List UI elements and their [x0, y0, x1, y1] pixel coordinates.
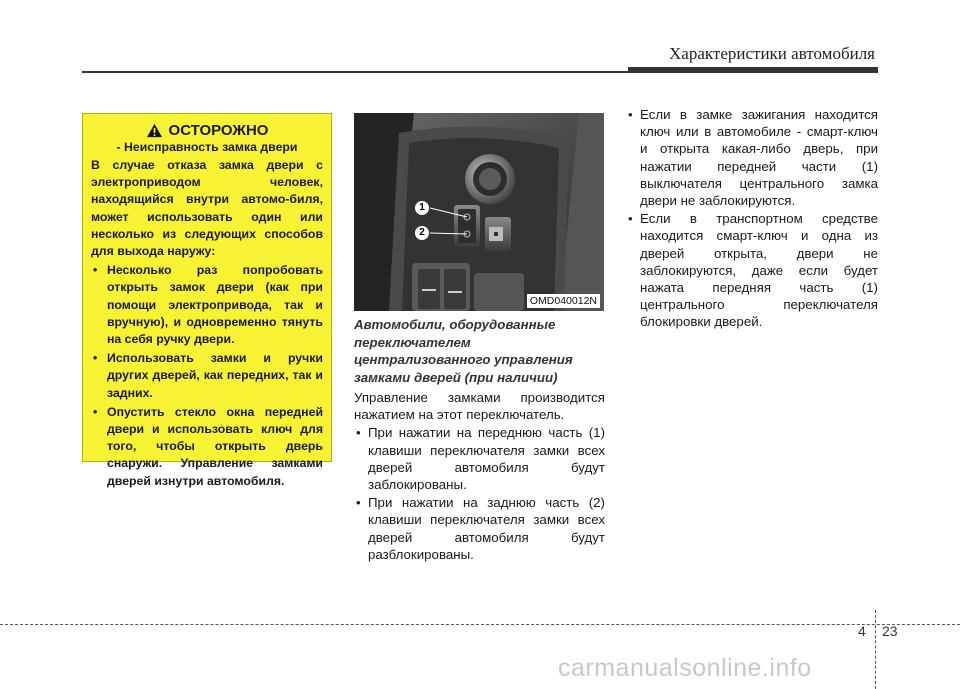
warning-item-text: Несколько раз попробовать открыть замок двери (как при помощи электропривода, так и вручную), и одновременно тянуть на себя ручку двери. — [107, 263, 323, 347]
section-heading: Автомобили, оборудованные переключателем централизованного управления замками дверей (при наличии) — [354, 317, 573, 385]
warning-triangle-icon — [146, 123, 163, 138]
footer-crop-mark — [875, 610, 876, 689]
page-number: 23 — [882, 623, 898, 639]
page-section-number: 4 — [858, 623, 866, 639]
middle-list — [354, 424, 605, 563]
warning-header — [91, 122, 323, 139]
photo-code: OMD040012N — [527, 294, 600, 308]
list-item: • При нажатии на переднюю часть (1) клавиши переключателя замки всех дверей автомобиля будут заблокированы. — [356, 425, 605, 493]
warning-item: • Несколько раз попробовать открыть замок двери (как при помощи электропривода, так и вручную), и одновременно тянуть на себя ручку двери. — [93, 263, 323, 347]
warning-list — [91, 262, 323, 490]
warning-item-text: Опустить стекло окна передней двери и использовать ключ для того, чтобы открыть дверь снаружи. Управление замками дверей изнутри автомобиля. — [107, 404, 323, 488]
page-header-title: Характеристики автомобиля — [669, 44, 875, 63]
right-column — [626, 105, 878, 331]
warning-subtitle: - Неисправность замка двери — [116, 140, 298, 154]
header-rule-accent — [628, 67, 878, 73]
list-item-text: Если в замке зажигания находится ключ или в автомобиле - смарт-ключ и открыта какая-либо дверь, при нажатии передней части (1) выключателя центрального замка двери не заблокируются. — [640, 107, 878, 209]
list-item-text: При нажатии на заднюю часть (2) клавиши переключателя замки всех дверей автомобиля будут разблокированы. — [368, 495, 605, 562]
list-item-text: При нажатии на переднюю часть (1) клавиши переключателя замки всех дверей автомобиля будут заблокированы. — [368, 425, 605, 493]
warning-item-text: Использовать замки и ручки других дверей, как передних, так и задних. — [107, 351, 323, 400]
callout-2: 2 — [415, 226, 429, 240]
door-switch-photo — [354, 113, 604, 311]
list-item: • Если в замке зажигания находится ключ или в автомобиле - смарт-ключ и открыта какая-либо дверь, при нажатии передней части (1) выключателя центрального замка двери не заблокируются. — [628, 107, 878, 209]
warning-item: • Опустить стекло окна передней двери и использовать ключ для того, чтобы открыть дверь снаружи. Управление замками дверей изнутри автомобиля. — [93, 404, 323, 488]
right-list — [626, 106, 878, 331]
middle-column — [354, 316, 605, 563]
list-item-text: Если в транспортном средстве находится смарт-ключ и одна из дверей открыта, двери не заблокируются, даже если будет нажата передняя часть (1) центрального переключателя блокировки дверей. — [640, 211, 878, 330]
warning-title: ОСТОРОЖНО — [168, 122, 269, 139]
list-item: • Если в транспортном средстве находится смарт-ключ и одна из дверей открыта, двери не заблокируются, даже если будет нажата передняя часть (1) центрального переключателя блокировки дверей. — [628, 211, 878, 330]
footer-dashed-rule — [0, 624, 960, 625]
watermark: carmanualsonline.info — [558, 654, 812, 682]
list-item: • При нажатии на заднюю часть (2) клавиши переключателя замки всех дверей автомобиля будут разблокированы. — [356, 495, 605, 562]
warning-box — [82, 113, 332, 488]
section-intro: Управление замками производится нажатием на этот переключатель. — [354, 390, 605, 423]
warning-item: • Использовать замки и ручки других дверей, как передних, так и задних. — [93, 351, 323, 400]
warning-intro: В случае отказа замка двери с электроприводом человек, находящийся внутри автомо-биля, может использовать один или несколько из следующих способов для выхода наружу: — [91, 158, 323, 259]
callout-1: 1 — [415, 201, 429, 215]
door-panel-illustration — [354, 113, 604, 311]
